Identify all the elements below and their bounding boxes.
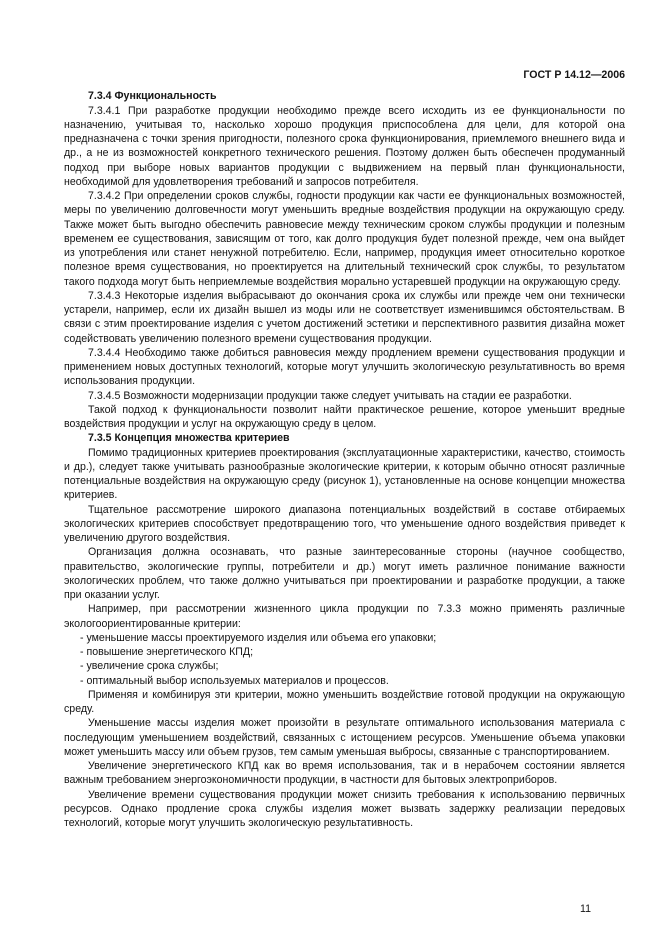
paragraph-7-3-4-4: 7.3.4.4 Необходимо также добиться равновесия между продлением времени существования продукции и применением новых доступных технологий, которые могут улучшить экологическую результативность во время использования продукции.	[64, 346, 625, 388]
paragraph-7-3-4-2: 7.3.4.2 При определении сроков службы, годности продукции как части ее функциональных возможностей, меры по увеличению долговечности могут уменьшить вредные воздействия продукции на окружающую среду. Также может быть выгодно обеспечить равновесие между техническим сроком службы продукции и полезным временем ее существования, зависящим от того, как долго продукция будет полезной прежде, чем она выйдет из употребления или станет ненужной потребителю. Если, например, продукция имеет относительно короткое полезное время существования, но проектируется на длительный технический срок службы, то результатом такого подхода могут быть неприемлемые воздействия морально устаревшей продукции на окружающую среду.	[64, 190, 625, 288]
document-header	[64, 68, 625, 82]
paragraph-lifecycle-criteria-intro: Например, при рассмотрении жизненного цикла продукции по 7.3.3 можно применять различные экологоориентированные критерии:	[64, 603, 625, 630]
section-heading-7-3-5: 7.3.5 Концепция множества критериев	[88, 432, 290, 445]
list-item-mass-reduction: - уменьшение массы проектируемого изделия или объема его упаковки;	[80, 631, 437, 644]
page-number: 11	[580, 902, 591, 915]
paragraph-energy-efficiency-effect: Увеличение энергетического КПД как во время использования, так и в нерабочем состоянии является важным требованием энергоэкономичности продукции, в частности для бытовых электроприборов.	[64, 760, 625, 787]
paragraph-mass-reduction-effect: Уменьшение массы изделия может произойти в результате оптимального использования материала с последующим уменьшением воздействий, связанных с истощением ресурсов. Уменьшение объема упаковки может уменьшить массу или объем грузов, тем самым уменьшая выбросы, связанные с транспортированием.	[64, 717, 625, 758]
list-item-service-life: - увеличение срока службы;	[80, 660, 219, 673]
section-heading-7-3-4: 7.3.4 Функциональность	[88, 90, 217, 103]
document-footer	[580, 902, 591, 916]
document-body	[64, 89, 625, 830]
paragraph-7-3-4-1: 7.3.4.1 При разработке продукции необходимо прежде всего исходить из ее функциональности по назначению, учитывая то, насколько хорошо продукция приспособлена для цели, для которой она предназначена с точки зрения пригодности, полезного срока функционирования, приемлемого внешнего вида и др., а не из возможностей конкретного технического решения. Поэтому должен быть обеспечен продуманный подход при выборе новых вариантов продукции с выдвижением на первый план функциональности, необходимой для удовлетворения требований и запросов потребителя.	[64, 104, 625, 188]
paragraph-organization-awareness: Организация должна осознавать, что разные заинтересованные стороны (научное сообщество, правительство, экологические группы, потребители и др.) могут иметь различное понимание важности экологических проблем, что также должно учитываться при проектировании и разработке продукции, а также при оказании услуг.	[64, 546, 625, 601]
list-item-energy-efficiency: - повышение энергетического КПД;	[80, 646, 254, 658]
paragraph-lifetime-extension-effect: Увеличение времени существования продукции может снизить требования к использованию первичных ресурсов. Однако продление срока службы изделия может вызвать задержку реализации передовых технологий, которые могут улучшить экологическую результативность.	[64, 788, 625, 829]
list-item-materials-choice: - оптимальный выбор используемых материалов и процессов.	[80, 674, 389, 687]
doc-reference: ГОСТ Р 14.12—2006	[523, 69, 625, 81]
paragraph-combining-criteria: Применяя и комбинируя эти критерии, можно уменьшить воздействие готовой продукции на окружающую среду.	[64, 688, 625, 715]
paragraph-functionality-summary: Такой подход к функциональности позволит найти практическое решение, которое уменьшит вредные воздействия продукции и услуг на окружающую среду в целом.	[64, 403, 625, 430]
paragraph-traditional-criteria: Помимо традиционных критериев проектирования (эксплуатационные характеристики, качество, стоимость и др.), следует также учитывать разнообразные экологические критерии, к которым обычно относят различные потенциальные воздействия на окружающую среду (рисунок 1), установленные на основе концепции множества критериев.	[64, 446, 625, 502]
paragraph-7-3-4-3: 7.3.4.3 Некоторые изделия выбрасывают до окончания срока их службы или прежде чем они технически устарели, например, если их дизайн вышел из моды или не соответствует изменившимся обстоятельствам. В связи с этим проектирование изделия с учетом достижений эстетики и перспективного развития дизайна может содействовать увеличению полезного времени существования продукции.	[64, 289, 625, 345]
paragraph-careful-review: Тщательное рассмотрение широкого диапазона потенциальных воздействий в составе отбираемых экологических критериев способствует предотвращению того, что уменьшение одного воздействия приведет к увеличению другого воздействия.	[64, 503, 625, 544]
paragraph-7-3-4-5: 7.3.4.5 Возможности модернизации продукции также следует учитывать на стадии ее разработки.	[88, 389, 572, 402]
